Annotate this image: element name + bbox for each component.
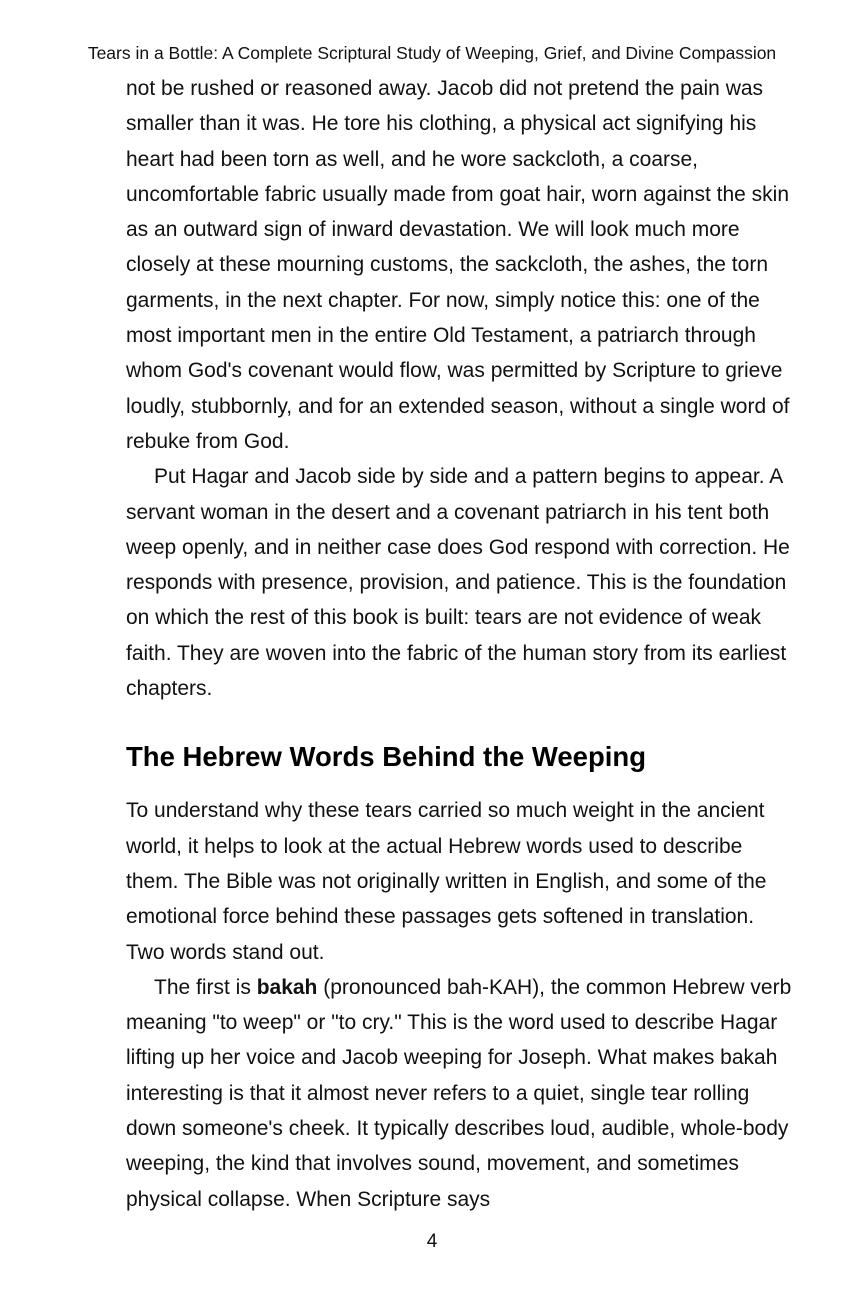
bakah-body-text: (pronounced bah-KAH), the common Hebrew verb meaning "to weep" or "to cry." This is the word used to describe Hagar lifting up her voice and Jacob weeping for Joseph. What makes bakah interesting is that it almost never refers to a quiet, single tear rolling down someone's cheek. It typically describes loud, audible, whole-body weeping, the kind that involves sound, movement, and sometimes physical collapse. When Scripture says [126, 975, 792, 1211]
body-paragraph-bakah [126, 970, 794, 1217]
body-paragraph-jacob-mourning: not be rushed or reasoned away. Jacob did not pretend the pain was smaller than it was. He tore his clothing, a physical act signifying his heart had been torn as well, and he wore sackcloth, a coarse, uncomfortable fabric usually made from goat hair, worn against the skin as an outward sign of inward devastation. We will look much more closely at these mourning customs, the sackcloth, the ashes, the torn garments, in the next chapter. For now, simply notice this: one of the most important men in the entire Old Testament, a patriarch through whom God's covenant would flow, was permitted by Scripture to grieve loudly, stubbornly, and for an extended season, without a single word of rebuke from God. [126, 77, 790, 453]
page-number: 4 [426, 1231, 438, 1252]
bakah-lead-text: The first is [154, 975, 257, 999]
section-heading: The Hebrew Words Behind the Weeping [126, 741, 647, 773]
body-paragraph-hebrew-intro: To understand why these tears carried so much weight in the ancient world, it helps to look at the actual Hebrew words used to describe them. The Bible was not originally written in English, and some of the emotional force behind these passages gets softened in translation. Two words stand out. [126, 799, 767, 964]
body-paragraph-hagar-jacob-pattern: Put Hagar and Jacob side by side and a pattern begins to appear. A servant woman in the desert and a covenant patriarch in his tent both weep openly, and in neither case does God respond with correction. He responds with presence, provision, and patience. This is the foundation on which the rest of this book is built: tears are not evidence of weak faith. They are woven into the fabric of the human story from its earliest chapters. [126, 465, 790, 701]
hebrew-term-bakah: bakah [256, 975, 318, 999]
running-header: Tears in a Bottle: A Complete Scriptural Study of Weeping, Grief, and Divine Compassion [87, 43, 777, 63]
page-body [126, 71, 794, 1217]
